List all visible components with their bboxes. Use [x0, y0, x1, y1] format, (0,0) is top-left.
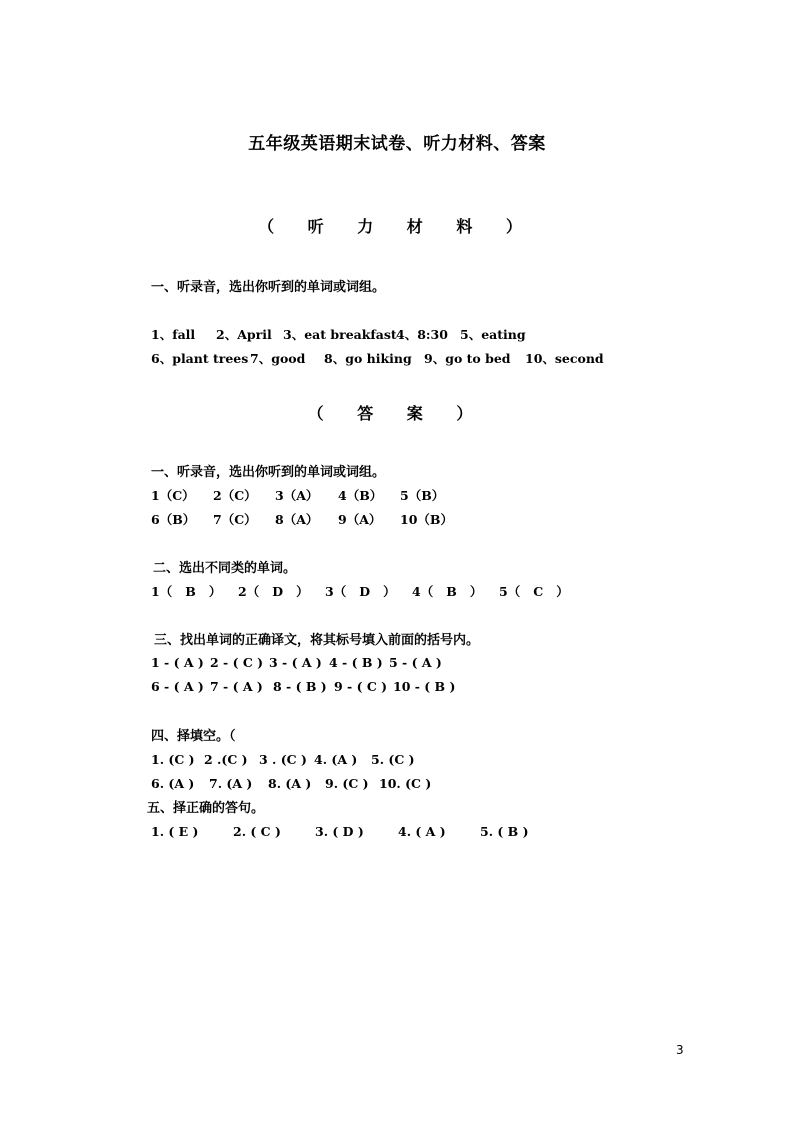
- answer-item: 7（C）: [213, 512, 257, 527]
- answer-item: 2（C）: [213, 488, 257, 503]
- answer-item: 6. (A ): [151, 776, 195, 791]
- answer-item: 3 - ( A ): [269, 655, 322, 670]
- answer-item: 8 - ( B ): [273, 679, 327, 694]
- answers-s1-heading: 一、听录音，选出你听到的单词或词组。: [151, 465, 386, 480]
- answer-item: 3（ D ）: [325, 584, 396, 599]
- answers-s2-heading: 二、选出不同类的单词。: [153, 561, 297, 576]
- listening-item: 10、second: [525, 351, 604, 366]
- answer-item: 5（B）: [400, 488, 445, 503]
- answer-item: 10（B）: [400, 512, 453, 527]
- page-title: 五年级英语期末试卷、听力材料、答案: [248, 134, 546, 154]
- answer-item: 9. (C ): [325, 776, 369, 791]
- listening-section-header: （ 听 力 材 料 ）: [258, 217, 536, 236]
- answer-item: 3（A）: [275, 488, 319, 503]
- listening-item: 9、go to bed: [424, 351, 511, 366]
- answer-item: 5（ C ）: [499, 584, 569, 599]
- answer-item: 3. ( D ): [315, 824, 364, 839]
- listening-heading: 一、听录音，选出你听到的单词或词组。: [151, 280, 386, 295]
- answers-section-header: （ 答 案 ）: [307, 404, 487, 423]
- answer-item: 2. ( C ): [233, 824, 281, 839]
- answer-item: 10 - ( B ): [393, 679, 456, 694]
- answers-s5-heading: 五、择正确的答句。: [147, 801, 265, 816]
- answer-item: 4. ( A ): [398, 824, 446, 839]
- answer-item: 8（A）: [275, 512, 319, 527]
- answer-item: 4（B）: [338, 488, 383, 503]
- answer-item: 4（ B ）: [412, 584, 483, 599]
- answer-item: 9 - ( C ): [334, 679, 388, 694]
- answers-s4-heading: 四、择填空。（: [151, 729, 236, 744]
- listening-item: 1、fall: [151, 327, 196, 342]
- listening-item: 7、good: [250, 351, 306, 366]
- answer-item: 5. ( B ): [480, 824, 529, 839]
- answer-item: 1 - ( A ): [151, 655, 204, 670]
- answer-item: 1. ( E ): [151, 824, 199, 839]
- answer-item: 7 - ( A ): [210, 679, 263, 694]
- answer-item: 8. (A ): [268, 776, 312, 791]
- answer-item: 7. (A ): [209, 776, 253, 791]
- answer-item: 2（ D ）: [238, 584, 309, 599]
- page-number: 3: [676, 1043, 684, 1057]
- answers-s3-heading: 三、找出单词的正确译文，将其标号填入前面的括号内。: [154, 633, 480, 648]
- answer-item: 5 - ( A ): [389, 655, 442, 670]
- answer-item: 3 . (C ): [259, 752, 307, 767]
- answer-item: 6（B）: [151, 512, 196, 527]
- listening-item: 4、8:30: [396, 327, 448, 342]
- answer-item: 9（A）: [338, 512, 382, 527]
- answer-item: 4. (A ): [314, 752, 358, 767]
- listening-item: 5、eating: [460, 327, 526, 342]
- answer-item: 1（C）: [151, 488, 195, 503]
- answer-item: 6 - ( A ): [151, 679, 204, 694]
- listening-item: 6、plant trees: [151, 351, 249, 366]
- answer-item: 5. (C ): [371, 752, 415, 767]
- listening-item: 8、go hiking: [324, 351, 412, 366]
- answer-item: 2 .(C ): [204, 752, 248, 767]
- answer-item: 2 - ( C ): [210, 655, 264, 670]
- answer-item: 4 - ( B ): [329, 655, 383, 670]
- answer-item: 1. (C ): [151, 752, 195, 767]
- answer-item: 1（ B ）: [151, 584, 222, 599]
- listening-item: 2、April: [216, 327, 272, 342]
- listening-item: 3、eat breakfast: [283, 327, 397, 342]
- answer-item: 10. (C ): [379, 776, 432, 791]
